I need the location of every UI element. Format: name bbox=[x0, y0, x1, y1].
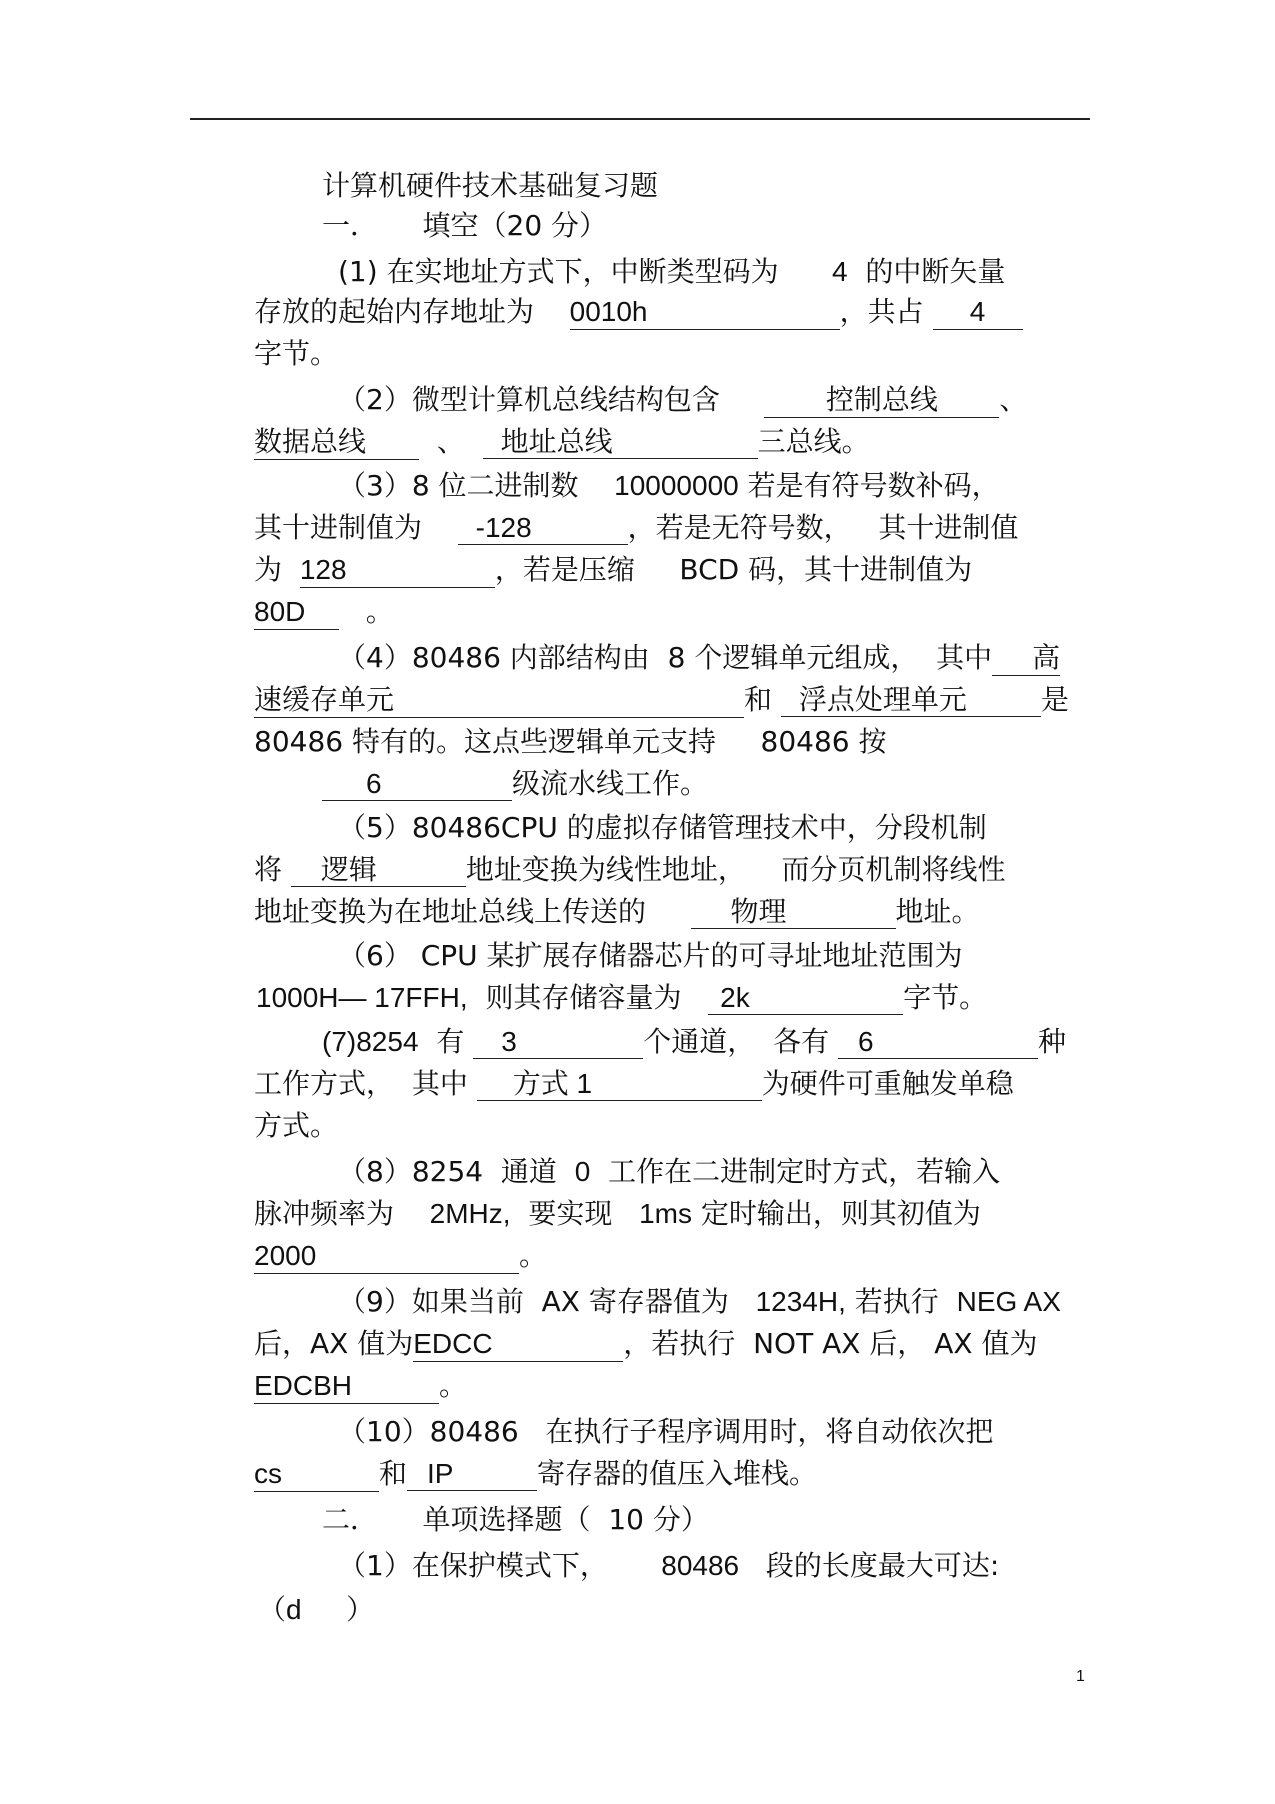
q7-line2: 工作方式， 其中 方式 1 为硬件可重触发单稳 bbox=[254, 1067, 1014, 1100]
q3-line1: （3）8 位二进制数 10000000 若是有符号数补码， bbox=[338, 469, 1000, 502]
q3-answer-unsigned: 128 bbox=[300, 553, 495, 588]
q10-line2: cs 和 IP 寄存器的值压入堆栈。 bbox=[254, 1457, 818, 1490]
q4-line2: 速缓存单元 和 浮点处理单元 是 bbox=[254, 683, 1069, 716]
q4-line1: （4）80486 内部结构由 8 个逻辑单元组成， 其中 高 bbox=[338, 641, 1061, 674]
q2-answer-address-bus: 地址总线 bbox=[483, 425, 758, 459]
q7-line1: (7)8254 有 3 个通道， 各有 6 种 bbox=[322, 1025, 1067, 1058]
q8-line1: （8）8254 通道 0 工作在二进制定时方式，若输入 bbox=[338, 1155, 1001, 1188]
q2-answer-data-bus: 数据总线 bbox=[254, 425, 419, 460]
q10-line1: （10）80486 在执行子程序调用时，将自动依次把 bbox=[338, 1415, 994, 1448]
q1-line1: (1) 在实地址方式下，中断类型码为 4 的中断矢量 bbox=[338, 255, 1006, 288]
q4-line3: 80486 特有的。这点些逻辑单元支持 80486 按 bbox=[254, 725, 887, 758]
q7-answer-channels: 3 bbox=[473, 1025, 643, 1059]
q4-answer-pipeline-stages: 6 bbox=[322, 767, 512, 801]
q4-line4: 6 级流水线工作。 bbox=[322, 764, 708, 804]
q9-line1: （9）如果当前 AX 寄存器值为 1234H, 若执行 NEG AX bbox=[338, 1285, 1061, 1318]
q9-answer-neg: EDCC bbox=[413, 1327, 623, 1362]
q3-line4: 80D 。 bbox=[254, 595, 394, 628]
q7-answer-retriggerable-mode: 方式 1 bbox=[477, 1067, 762, 1101]
mc1-answer: d bbox=[286, 1594, 302, 1625]
q4-answer-cache-part1: 高 bbox=[992, 641, 1060, 676]
q3-answer-signed: -128 bbox=[458, 511, 628, 545]
q3-line2: 其十进制值为 -128 ，若是无符号数， 其十进制值 bbox=[254, 511, 1019, 544]
q2-answer-control-bus: 控制总线 bbox=[764, 383, 999, 418]
q8-line2: 脉冲频率为 2MHz, 要实现 1ms 定时输出，则其初值为 bbox=[254, 1197, 981, 1230]
q2-line2: 数据总线 、 地址总线 三总线。 bbox=[254, 425, 870, 458]
q5-answer-logical: 逻辑 bbox=[291, 853, 466, 887]
q10-answer-cs: cs bbox=[254, 1457, 379, 1492]
q6-line2: 1000H— 17FFH, 则其存储容量为 2k 字节。 bbox=[256, 981, 988, 1014]
q9-answer-not: EDCBH bbox=[254, 1369, 439, 1404]
q3-line3: 为 128 ，若是压缩 BCD 码，其十进制值为 bbox=[254, 553, 973, 586]
q8-answer-initial-value: 2000 bbox=[254, 1239, 519, 1274]
section-heading-multiple-choice: 二． 单项选择题（ 10 分） bbox=[322, 1503, 709, 1536]
q6-line1: （6） CPU 某扩展存储器芯片的可寻址地址范围为 bbox=[338, 939, 963, 972]
mc1-line1: （1）在保护模式下， 80486 段的长度最大可达: bbox=[338, 1549, 1000, 1582]
page-number: 1 bbox=[1076, 1668, 1085, 1685]
q5-line1: （5）80486CPU 的虚拟存储管理技术中，分段机制 bbox=[338, 811, 987, 844]
q7-line3: 方式。 bbox=[254, 1109, 339, 1142]
mc1-line2: （d ） bbox=[258, 1593, 375, 1626]
q5-line2: 将 逻辑 地址变换为线性地址， 而分页机制将线性 bbox=[254, 853, 1006, 886]
section-heading-fill-blank: 一． 填空（20 分） bbox=[322, 209, 608, 242]
q1-line3: 字节。 bbox=[254, 337, 339, 370]
q2-line1: （2）微型计算机总线结构包含 控制总线 、 bbox=[338, 383, 1028, 416]
q1-line2: 存放的起始内存地址为 0010h ，共占 4 bbox=[254, 292, 1023, 332]
q3-answer-bcd: 80D bbox=[254, 595, 339, 630]
q1-answer-address: 0010h bbox=[570, 295, 840, 330]
q9-line2: 后，AX 值为EDCC ，若执行 NOT AX 后， AX 值为 bbox=[254, 1327, 1038, 1360]
q10-answer-ip: IP bbox=[407, 1457, 537, 1491]
q5-answer-physical: 物理 bbox=[691, 895, 896, 929]
q9-line3: EDCBH 。 bbox=[254, 1369, 468, 1402]
q4-answer-fpu: 浮点处理单元 bbox=[781, 683, 1041, 717]
q5-line3: 地址变换为在地址总线上传送的 物理 地址。 bbox=[254, 895, 980, 928]
q8-line3: 2000 。 bbox=[254, 1239, 548, 1272]
q1-answer-bytes: 4 bbox=[933, 295, 1023, 330]
q6-answer-capacity: 2k bbox=[708, 981, 903, 1015]
q7-answer-modes: 6 bbox=[838, 1025, 1038, 1059]
page-title: 计算机硬件技术基础复习题 bbox=[322, 169, 659, 202]
header-rule bbox=[190, 118, 1090, 120]
q4-answer-cache-part2: 速缓存单元 bbox=[254, 683, 744, 718]
